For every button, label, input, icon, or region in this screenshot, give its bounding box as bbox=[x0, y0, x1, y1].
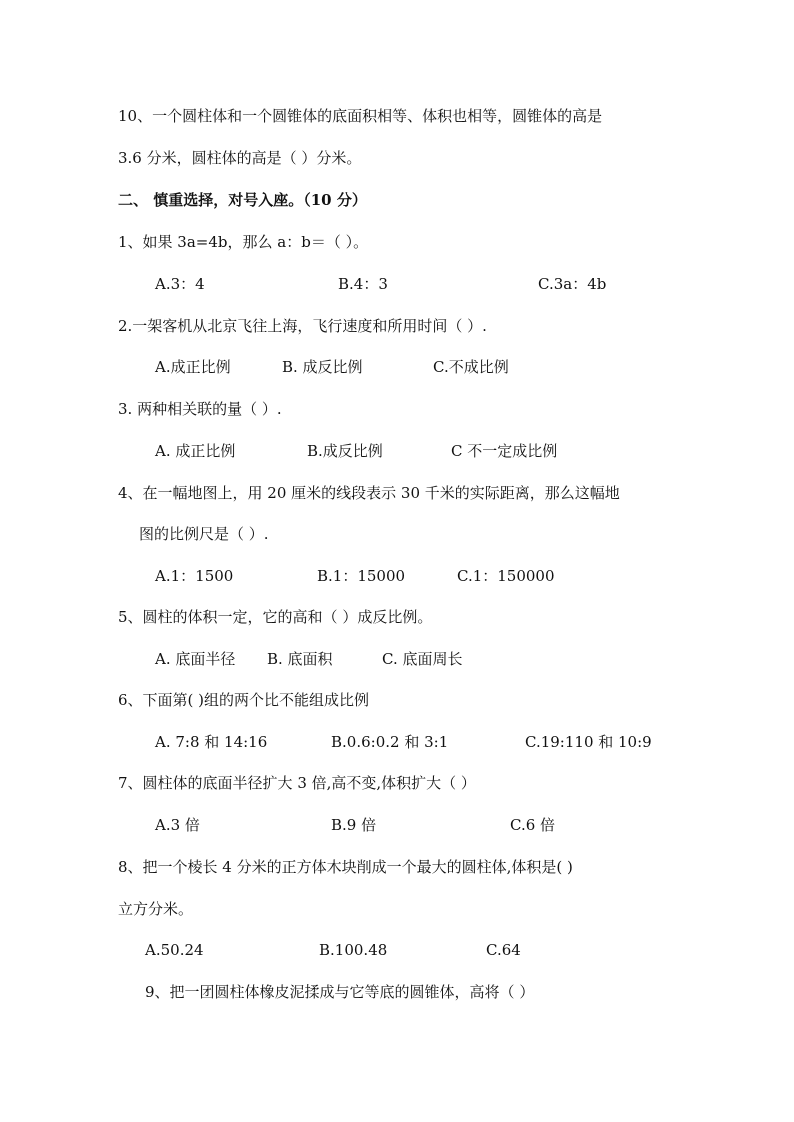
question-8-option-a: A.50.24 bbox=[145, 941, 204, 959]
question-3-option-c: C 不一定成比例 bbox=[451, 442, 558, 460]
question-4-option-a: A.1：1500 bbox=[155, 567, 234, 585]
question-2-option-a: A.成正比例 bbox=[155, 358, 231, 376]
question-1-option-c: C.3a：4b bbox=[538, 275, 607, 293]
question-5-option-c: C. 底面周长 bbox=[382, 650, 463, 668]
question-7-option-c: C.6 倍 bbox=[510, 816, 556, 834]
question-8-text-continued: 立方分米。 bbox=[118, 900, 194, 918]
question-5-text: 5、圆柱的体积一定，它的高和（ ）成反比例。 bbox=[118, 608, 433, 626]
question-6-text: 6、下面第( )组的两个比不能组成比例 bbox=[118, 691, 370, 709]
section-heading: 二、 慎重选择，对号入座。（10 分） bbox=[118, 191, 367, 209]
question-3-option-a: A. 成正比例 bbox=[155, 442, 236, 460]
question-9-text: 9、把一团圆柱体橡皮泥揉成与它等底的圆锥体，高将（ ） bbox=[145, 983, 535, 1001]
question-2-option-c: C.不成比例 bbox=[433, 358, 509, 376]
question-7-text: 7、圆柱体的底面半径扩大 3 倍,高不变,体积扩大（ ） bbox=[118, 774, 476, 792]
question-6-option-a: A. 7:8 和 14:16 bbox=[155, 733, 268, 751]
question-4-option-c: C.1：150000 bbox=[457, 567, 555, 585]
question-1-text: 1、如果 3a=4b，那么 a：b＝（ ）。 bbox=[118, 233, 369, 251]
question-1-option-a: A.3：4 bbox=[155, 275, 205, 293]
question-8-option-c: C.64 bbox=[486, 941, 521, 959]
question-5-option-b: B. 底面积 bbox=[267, 650, 333, 668]
question-7-option-b: B.9 倍 bbox=[331, 816, 377, 834]
question-1-option-b: B.4：3 bbox=[338, 275, 388, 293]
question-8-option-b: B.100.48 bbox=[319, 941, 388, 959]
question-4-text: 4、在一幅地图上，用 20 厘米的线段表示 30 千米的实际距离，那么这幅地 bbox=[118, 484, 620, 502]
question-8-text: 8、把一个棱长 4 分米的正方体木块削成一个最大的圆柱体,体积是( ) bbox=[118, 858, 573, 876]
question-3-text: 3. 两种相关联的量（ ）. bbox=[118, 400, 282, 418]
question-6-option-b: B.0.6:0.2 和 3:1 bbox=[331, 733, 449, 751]
question-2-text: 2.一架客机从北京飞往上海，飞行速度和所用时间（ ）. bbox=[118, 317, 487, 335]
q10-line-1: 10、一个圆柱体和一个圆锥体的底面积相等、体积也相等，圆锥体的高是 bbox=[118, 107, 603, 125]
question-6-option-c: C.19:110 和 10:9 bbox=[525, 733, 652, 751]
question-2-option-b: B. 成反比例 bbox=[282, 358, 363, 376]
q10-line-2: 3.6 分米，圆柱体的高是（ ）分米。 bbox=[118, 149, 362, 167]
question-5-option-a: A. 底面半径 bbox=[155, 650, 236, 668]
question-3-option-b: B.成反比例 bbox=[307, 442, 383, 460]
question-4-option-b: B.1：15000 bbox=[317, 567, 406, 585]
question-4-text-continued: 图的比例尺是（ ）. bbox=[139, 525, 269, 543]
question-7-option-a: A.3 倍 bbox=[155, 816, 200, 834]
